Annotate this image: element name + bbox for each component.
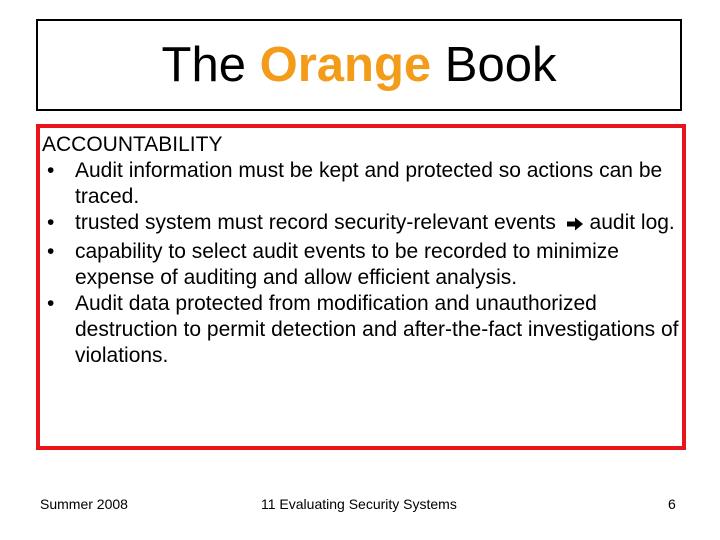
arrow-right-icon (566, 213, 584, 239)
title-accent-word: Orange (259, 37, 432, 92)
bullet-marker: • (47, 292, 55, 315)
title-prefix: The (161, 37, 260, 92)
bullet-item (42, 239, 682, 291)
title-suffix: Book (431, 37, 557, 92)
content-box (36, 124, 686, 450)
page-number: 6 (668, 496, 676, 512)
bullet-marker: • (47, 240, 55, 263)
bullet-item (42, 158, 682, 210)
slide-title (36, 19, 682, 111)
footer-section-title: 11 Evaluating Security Systems (261, 496, 457, 512)
bullet-list (42, 158, 682, 369)
footer-date: Summer 2008 (40, 496, 128, 512)
bullet-text: capability to select audit events to be recorded to minimize expense of auditing and allow efficient analysis. (75, 240, 619, 289)
bullet-item (42, 291, 682, 369)
bullet-text: Audit data protected from modification and unauthorized destruction to permit detection and after-the-fact investigations of violations. (75, 292, 679, 367)
section-heading: ACCOUNTABILITY (42, 133, 223, 156)
bullet-marker: • (47, 211, 55, 234)
bullet-text: Audit information must be kept and protected so actions can be traced. (75, 159, 663, 208)
bullet-text: trusted system must record security-relevant events (75, 211, 556, 234)
bullet-marker: • (47, 159, 55, 182)
bullet-item (42, 210, 682, 239)
bullet-text-continuation: audit log. (589, 211, 675, 234)
